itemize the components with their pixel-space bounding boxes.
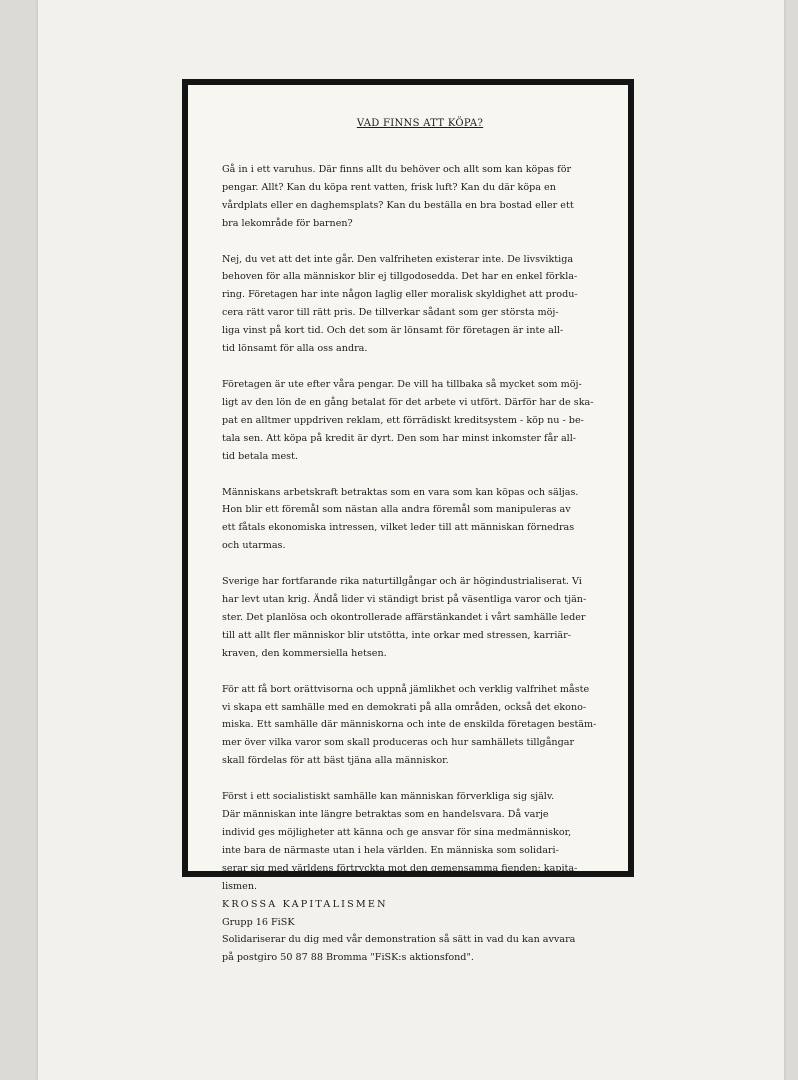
text-line: och utarmas. [222,540,286,552]
text-line: till att allt fler människor blir utstötta, inte orkar med stressen, karriär- [222,629,571,641]
paragraph-5 [222,573,602,663]
text-line: har levt utan krig. Ändå lider vi ständigt brist på väsentliga varor och tjän- [222,594,587,606]
text-line: lismen. [222,880,258,892]
text-line: pengar. Allt? Kan du köpa rent vatten, frisk luft? Kan du där köpa en [222,181,556,193]
text-line: pat en alltmer uppdriven reklam, ett förrädiskt kreditsystem - köp nu - be- [222,414,584,426]
text-line: tid lönsamt för alla oss andra. [222,343,368,355]
text-line: ett fåtals ekonomiska intressen, vilket leder till att människan förnedras [222,522,575,534]
appeal-line: Solidariserar du dig med vår demonstration så sätt in vad du kan avvara [222,934,576,946]
text-line: Nej, du vet att det inte går. Den valfriheten existerar inte. De livsviktiga [222,253,574,265]
text-line: För att få bort orättvisorna och uppnå jämlikhet och verklig valfrihet måste [222,683,590,695]
slogan: KROSSA KAPITALISMEN [222,898,388,910]
text-line: miska. Ett samhälle där människorna och inte de enskilda företagen bestäm- [222,719,597,731]
text-line: cera rätt varor till rätt pris. De tillverkar sådant som ger största möj- [222,307,559,319]
group-signature: Grupp 16 FiSK [222,916,295,928]
text-line: vårdplats eller en daghemsplats? Kan du beställa en bra bostad eller ett [222,199,574,211]
text-line: ster. Det planlösa och okontrollerade affärstänkandet i vårt samhälle leder [222,611,586,623]
text-line: Sverige har fortfarande rika naturtillgångar och är högindustrialiserat. Vi [222,576,582,588]
text-line: behoven för alla människor blir ej tillgodosedda. Det har en enkel förkla- [222,271,578,283]
text-line: Där människan inte längre betraktas som en handelsvara. Då varje [222,809,549,821]
text-line: individ ges möjligheter att känna och ge ansvar för sina medmänniskor, [222,827,572,838]
text-line: bra lekområde för barnen? [222,217,353,229]
text-line: Först i ett socialistiskt samhälle kan människan förverkliga sig själv. [222,791,555,803]
text-line: Hon blir ett föremål som nästan alla andra föremål som manipuleras av [222,504,571,516]
document-title: VAD FINNS ATT KÖPA? [356,118,484,129]
text-line: Företagen är ute efter våra pengar. De vill ha tillbaka så mycket som möj- [222,378,582,390]
text-line: mer över vilka varor som skall produceras och hur samhällets tillgångar [222,737,575,749]
text-line: inte bara de närmaste utan i hela världen. En människa som solidari- [222,844,559,856]
text-line: vi skapa ett samhälle med en demokrati på alla områden, också det ekono- [222,701,587,713]
text-line: Gå in i ett varuhus. Där finns allt du behöver och allt som kan köpas för [222,163,572,175]
text-line: kraven, den kommersiella hetsen. [222,647,387,659]
text-line: ligt av den lön de en gång betalat för det arbete vi utfört. Därför har de ska- [222,396,594,408]
paragraph-4 [222,484,602,556]
text-line: tid betala mest. [222,450,298,462]
text-line: ring. Företagen har inte någon laglig eller moralisk skyldighet att produ- [222,289,578,301]
text-line: skall fördelas för att bäst tjäna alla människor. [222,755,449,767]
paragraph-2 [222,251,602,358]
paragraph-6 [222,681,602,771]
text-line: serar sig med världens förtryckta mot den gemensamma fienden: kapita- [222,862,578,874]
text-line: Människans arbetskraft betraktas som en vara som kan köpas och säljas. [222,486,579,498]
leaflet-text [222,115,602,967]
appeal-line: på postgiro 50 87 88 Bromma "FiSK:s aktionsfond". [222,952,474,964]
paragraph-3 [222,376,602,466]
text-line: liga vinst på kort tid. Och det som är lönsamt för företagen är inte all- [222,325,564,337]
text-line: tala sen. Att köpa på kredit är dyrt. Den som har minst inkomster får all- [222,432,577,444]
paragraph-1 [222,161,602,233]
closing-block [222,788,602,967]
